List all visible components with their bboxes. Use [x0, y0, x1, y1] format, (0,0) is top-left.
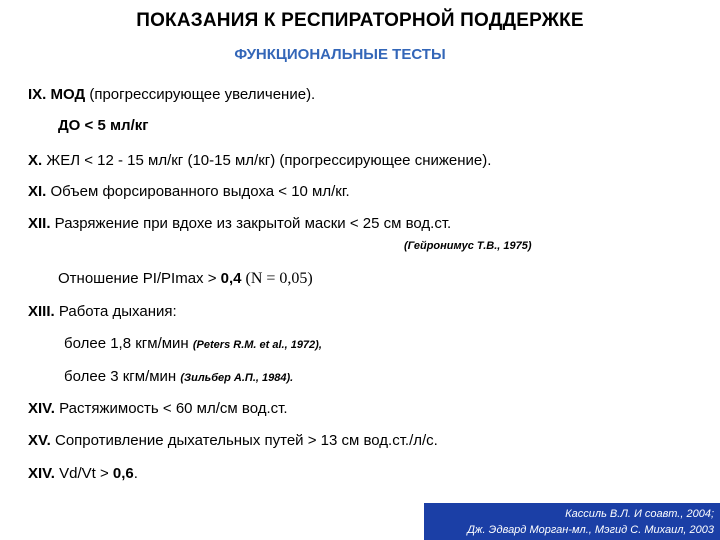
work-item-2-reference: (Зильбер А.П., 1984). [180, 372, 294, 384]
item-xiv [28, 400, 288, 417]
item-vd-vt-end: . [133, 465, 138, 482]
item-xiii-number: XIII. [28, 303, 55, 320]
pi-ratio-value: 0,4 [220, 270, 242, 287]
item-x [28, 152, 491, 169]
item-xi-number: XI. [28, 183, 47, 200]
item-ix-text: (прогрессирующее увеличение). [85, 86, 316, 103]
source-line-1: Кассиль В.Л. И соавт., 2004; [565, 508, 714, 520]
item-xv-text: Сопротивление дыхательных путей > 13 см вод.ст./л/с. [50, 432, 438, 449]
sources-box [424, 503, 720, 540]
item-xi [28, 183, 350, 200]
pi-ratio-text: Отношение PI/PImax > [58, 270, 221, 287]
item-xii [28, 215, 451, 232]
item-xiii-text: Работа дыхания: [54, 303, 177, 320]
item-xii-text: Разряжение при вдохе из закрытой маски < 25 см вод.ст. [50, 215, 452, 232]
work-item-1 [64, 335, 322, 352]
item-x-number: X. [28, 152, 43, 169]
item-vd-vt-text: Vd/Vt > [54, 465, 113, 482]
item-xv [28, 432, 438, 449]
work-item-1-text: более 1,8 кгм/мин [64, 335, 193, 352]
item-xv-number: XV. [28, 432, 51, 449]
item-xiv-text: Растяжимость < 60 мл/см вод.ст. [54, 400, 288, 417]
source-line-2: Дж. Эдвард Морган-мл., Мэгид С. Михаил, 2003 [467, 524, 714, 536]
item-ix [28, 86, 315, 103]
work-item-1-reference: (Peters R.M. et al., 1972), [192, 339, 322, 351]
item-do: ДО < 5 мл/кг [58, 117, 149, 134]
item-ix-number: IX. [28, 86, 47, 103]
item-xiv-number: XIV. [28, 400, 55, 417]
pi-ratio [58, 270, 313, 288]
item-ix-term: МОД [46, 86, 86, 103]
item-xi-text: Объем форсированного выдоха < 10 мл/кг. [46, 183, 350, 200]
item-vd-vt [28, 465, 138, 482]
item-xii-reference: (Гейронимус Т.В., 1975) [404, 240, 532, 252]
slide-subtitle: ФУНКЦИОНАЛЬНЫЕ ТЕСТЫ [234, 46, 446, 63]
item-vd-vt-value: 0,6 [112, 465, 134, 482]
item-vd-vt-number: XIV. [28, 465, 55, 482]
slide-title: ПОКАЗАНИЯ К РЕСПИРАТОРНОЙ ПОДДЕРЖКЕ [136, 10, 584, 31]
item-xiii [28, 303, 177, 320]
work-item-2 [64, 368, 293, 385]
pi-ratio-normal: (N = 0,05) [241, 270, 313, 287]
item-x-text: ЖЕЛ < 12 - 15 мл/кг (10-15 мл/кг) (прогрессирующее снижение). [42, 152, 492, 169]
work-item-2-text: более 3 кгм/мин [64, 368, 181, 385]
item-xii-number: XII. [28, 215, 51, 232]
